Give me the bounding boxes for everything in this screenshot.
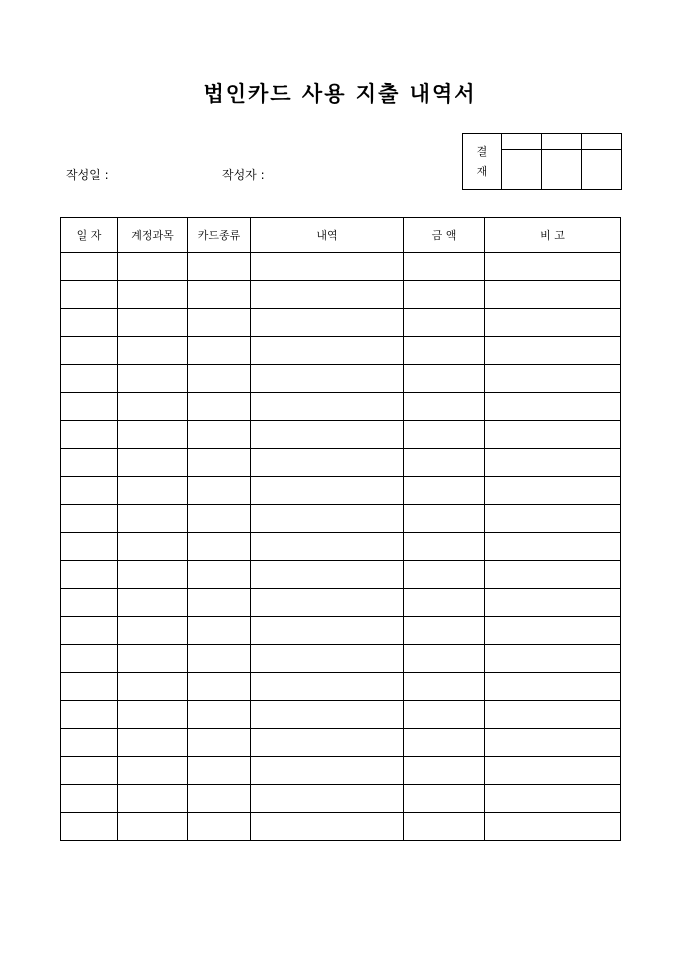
table-row [61,365,621,393]
approval-title-cell[interactable] [502,134,542,150]
cell-card-type[interactable] [188,421,251,449]
cell-date[interactable] [61,673,118,701]
table-row [61,281,621,309]
cell-card-type[interactable] [188,757,251,785]
cell-remarks[interactable] [485,281,621,309]
table-row [61,337,621,365]
cell-account[interactable] [118,701,188,729]
cell-remarks[interactable] [485,393,621,421]
cell-card-type[interactable] [188,729,251,757]
cell-card-type[interactable] [188,505,251,533]
cell-details[interactable] [251,505,404,533]
cell-card-type[interactable] [188,337,251,365]
cell-account[interactable] [118,813,188,841]
table-row [61,309,621,337]
cell-date[interactable] [61,785,118,813]
table-row [61,253,621,281]
cell-account[interactable] [118,477,188,505]
table-row [61,449,621,477]
cell-card-type[interactable] [188,253,251,281]
column-header-remarks: 비 고 [485,218,621,253]
cell-date[interactable] [61,253,118,281]
cell-amount[interactable] [404,673,485,701]
cell-details[interactable] [251,309,404,337]
cell-account[interactable] [118,393,188,421]
cell-amount[interactable] [404,309,485,337]
table-row [61,533,621,561]
cell-remarks[interactable] [485,477,621,505]
column-header-date: 일 자 [61,218,118,253]
cell-account[interactable] [118,449,188,477]
cell-account[interactable] [118,253,188,281]
column-header-details: 내역 [251,218,404,253]
cell-details[interactable] [251,449,404,477]
cell-account[interactable] [118,589,188,617]
cell-date[interactable] [61,309,118,337]
cell-date[interactable] [61,337,118,365]
cell-date[interactable] [61,701,118,729]
table-row [61,617,621,645]
table-row [61,673,621,701]
cell-amount[interactable] [404,589,485,617]
cell-account[interactable] [118,645,188,673]
cell-details[interactable] [251,785,404,813]
date-label: 작성일 : [66,168,109,182]
cell-remarks[interactable] [485,505,621,533]
cell-date[interactable] [61,589,118,617]
cell-remarks[interactable] [485,701,621,729]
cell-card-type[interactable] [188,281,251,309]
approval-box [462,133,622,190]
cell-account[interactable] [118,729,188,757]
cell-card-type[interactable] [188,561,251,589]
cell-details[interactable] [251,589,404,617]
cell-account[interactable] [118,281,188,309]
table-row [61,421,621,449]
approval-label [463,134,502,190]
cell-account[interactable] [118,785,188,813]
cell-remarks[interactable] [485,673,621,701]
approval-sign-cell[interactable] [542,150,582,190]
cell-date[interactable] [61,645,118,673]
document-title: 법인카드 사용 지출 내역서 [203,81,477,106]
cell-remarks[interactable] [485,729,621,757]
cell-card-type[interactable] [188,449,251,477]
cell-amount[interactable] [404,365,485,393]
cell-remarks[interactable] [485,365,621,393]
column-header-account: 계정과목 [118,218,188,253]
cell-date[interactable] [61,477,118,505]
approval-label-line2: 재 [476,164,488,178]
cell-date[interactable] [61,729,118,757]
cell-remarks[interactable] [485,813,621,841]
cell-card-type[interactable] [188,813,251,841]
cell-remarks[interactable] [485,421,621,449]
table-row [61,729,621,757]
cell-remarks[interactable] [485,253,621,281]
cell-account[interactable] [118,421,188,449]
cell-remarks[interactable] [485,337,621,365]
cell-amount[interactable] [404,505,485,533]
cell-card-type[interactable] [188,477,251,505]
cell-amount[interactable] [404,729,485,757]
cell-remarks[interactable] [485,533,621,561]
cell-remarks[interactable] [485,617,621,645]
table-row [61,645,621,673]
table-row [61,505,621,533]
cell-amount[interactable] [404,757,485,785]
cell-date[interactable] [61,533,118,561]
cell-details[interactable] [251,645,404,673]
column-header-card-type: 카드종류 [188,218,251,253]
cell-remarks[interactable] [485,309,621,337]
table-row [61,701,621,729]
cell-card-type[interactable] [188,365,251,393]
cell-date[interactable] [61,393,118,421]
cell-details[interactable] [251,281,404,309]
cell-remarks[interactable] [485,757,621,785]
cell-details[interactable] [251,533,404,561]
table-body [61,253,621,841]
cell-card-type[interactable] [188,589,251,617]
cell-date[interactable] [61,365,118,393]
cell-card-type[interactable] [188,309,251,337]
approval-label-line1: 결 [476,144,488,158]
cell-amount[interactable] [404,253,485,281]
cell-amount[interactable] [404,813,485,841]
cell-details[interactable] [251,813,404,841]
cell-date[interactable] [61,561,118,589]
cell-date[interactable] [61,421,118,449]
cell-amount[interactable] [404,617,485,645]
cell-amount[interactable] [404,477,485,505]
cell-details[interactable] [251,617,404,645]
cell-amount[interactable] [404,337,485,365]
cell-amount[interactable] [404,449,485,477]
table-row [61,393,621,421]
author-label: 작성자 : [222,168,265,182]
cell-card-type[interactable] [188,701,251,729]
cell-card-type[interactable] [188,673,251,701]
cell-details[interactable] [251,757,404,785]
cell-account[interactable] [118,617,188,645]
cell-account[interactable] [118,309,188,337]
cell-date[interactable] [61,505,118,533]
cell-card-type[interactable] [188,645,251,673]
table-row [61,785,621,813]
cell-account[interactable] [118,365,188,393]
cell-details[interactable] [251,421,404,449]
cell-date[interactable] [61,281,118,309]
cell-remarks[interactable] [485,645,621,673]
cell-card-type[interactable] [188,617,251,645]
table-row [61,589,621,617]
cell-remarks[interactable] [485,785,621,813]
approval-sign-cell[interactable] [582,150,622,190]
cell-details[interactable] [251,701,404,729]
table-row [61,757,621,785]
cell-details[interactable] [251,253,404,281]
table-row [61,813,621,841]
table-row [61,561,621,589]
cell-details[interactable] [251,673,404,701]
cell-remarks[interactable] [485,449,621,477]
cell-details[interactable] [251,729,404,757]
cell-remarks[interactable] [485,561,621,589]
cell-details[interactable] [251,561,404,589]
cell-remarks[interactable] [485,589,621,617]
cell-amount[interactable] [404,393,485,421]
cell-details[interactable] [251,365,404,393]
cell-details[interactable] [251,477,404,505]
cell-card-type[interactable] [188,785,251,813]
approval-title-cell[interactable] [582,134,622,150]
cell-details[interactable] [251,393,404,421]
approval-sign-cell[interactable] [502,150,542,190]
cell-account[interactable] [118,673,188,701]
cell-card-type[interactable] [188,393,251,421]
table-row [61,477,621,505]
cell-account[interactable] [118,561,188,589]
cell-account[interactable] [118,757,188,785]
cell-date[interactable] [61,757,118,785]
cell-account[interactable] [118,337,188,365]
cell-details[interactable] [251,337,404,365]
cell-date[interactable] [61,813,118,841]
cell-amount[interactable] [404,701,485,729]
cell-amount[interactable] [404,645,485,673]
cell-date[interactable] [61,617,118,645]
approval-title-cell[interactable] [542,134,582,150]
cell-account[interactable] [118,533,188,561]
column-header-amount: 금 액 [404,218,485,253]
cell-amount[interactable] [404,533,485,561]
cell-amount[interactable] [404,785,485,813]
cell-amount[interactable] [404,421,485,449]
expense-table [60,217,621,841]
cell-amount[interactable] [404,281,485,309]
cell-card-type[interactable] [188,533,251,561]
table-header-row [61,218,621,253]
cell-date[interactable] [61,449,118,477]
cell-account[interactable] [118,505,188,533]
cell-amount[interactable] [404,561,485,589]
